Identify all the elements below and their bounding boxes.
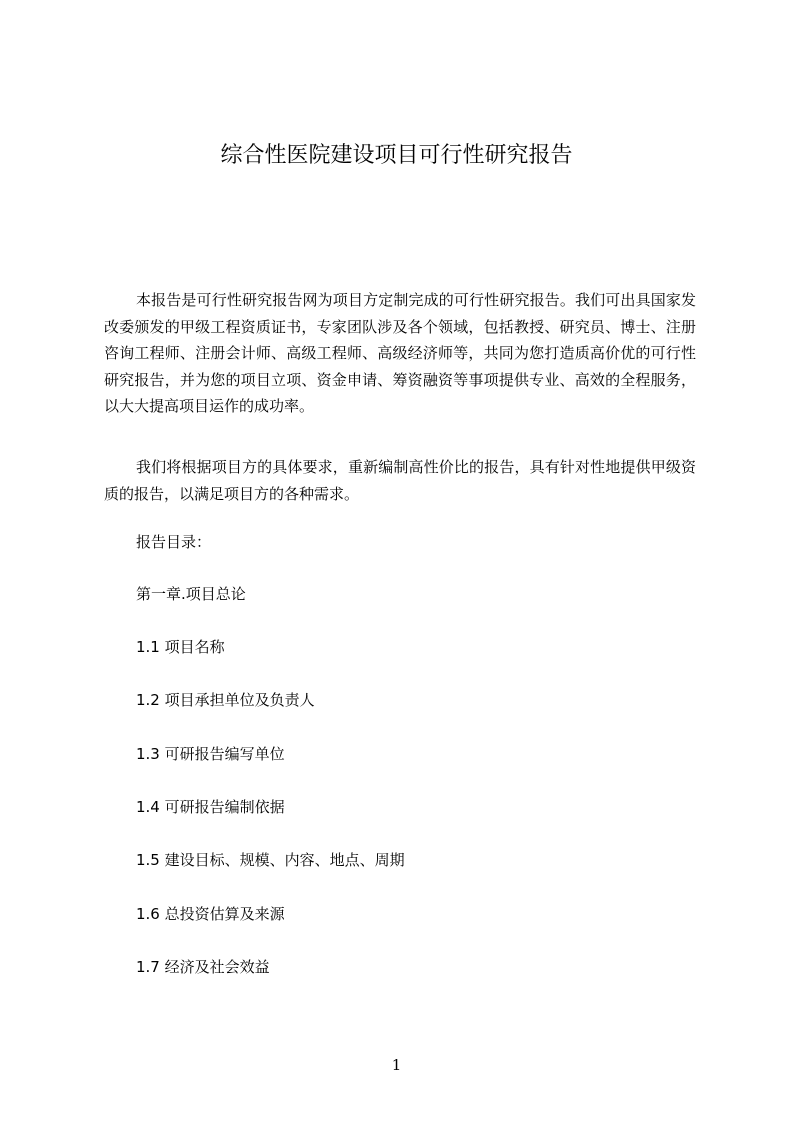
document-title: 综合性医院建设项目可行性研究报告 [220, 143, 573, 168]
toc-item: 1.3 可研报告编写单位 [136, 745, 285, 763]
intro-paragraph: 本报告是可行性研究报告网为项目方定制完成的可行性研究报告。我们可出具国家发改委颁发的甲级工程资质证书，专家团队涉及各个领域，包括教授、研究员、博士、注册咨询工程师、注册会计师、高级工程师、高级经济师等，共同为您打造质高价优的可行性研究报告，并为您的项目立项、资金申请、筹资融资等事项提供专业、高效的全程服务，以大大提高项目运作的成功率。 [104, 291, 696, 415]
toc-item: 1.4 可研报告编制依据 [136, 798, 285, 816]
toc-item: 1.2 项目承担单位及负责人 [136, 691, 315, 709]
page-number: 1 [391, 1056, 402, 1074]
toc-item: 1.6 总投资估算及来源 [136, 905, 285, 923]
second-paragraph: 我们将根据项目方的具体要求，重新编制高性价比的报告，具有针对性地提供甲级资质的报告，以满足项目方的各种需求。 [104, 458, 696, 503]
toc-item: 1.5 建设目标、规模、内容、地点、周期 [136, 851, 405, 869]
toc-item: 1.7 经济及社会效益 [136, 958, 270, 976]
toc-chapter: 第一章.项目总论 [136, 585, 246, 603]
toc-item: 1.1 项目名称 [136, 638, 225, 656]
toc-heading: 报告目录： [136, 533, 212, 551]
